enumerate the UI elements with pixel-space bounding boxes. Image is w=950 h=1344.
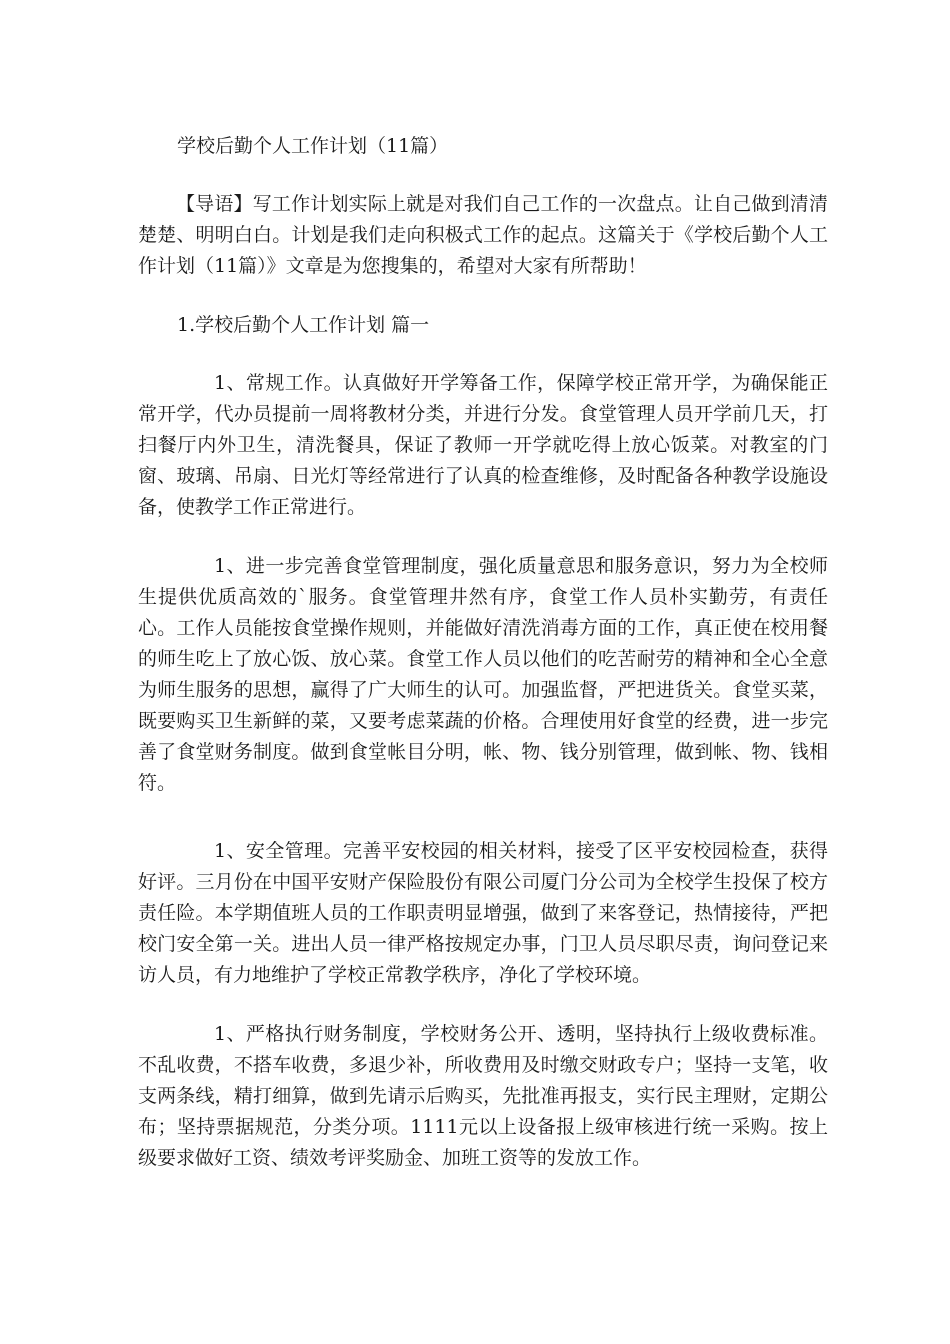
document-title: 学校后勤个人工作计划（11篇）	[177, 135, 449, 157]
intro-paragraph: 【导语】写工作计划实际上就是对我们自己工作的一次盘点。让自己做到清清楚楚、明明白白。计划是我们走向积极式工作的起点。这篇关于《学校后勤个人工作计划（11篇）》文章是为您搜集的，希望对大家有所帮助！	[138, 193, 828, 277]
body-paragraph-routine-work: 1、常规工作。认真做好开学筹备工作，保障学校正常开学，为确保能正常开学，代办员提前一周将教材分类，并进行分发。食堂管理人员开学前几天，打扫餐厅内外卫生，清洗餐具，保证了教师一开学就吃得上放心饭菜。对教室的门窗、玻璃、吊扇、日光灯等经常进行了认真的检查维修，及时配备各种教学设施设备，使教学工作正常进行。	[138, 372, 828, 518]
section-heading: 1.学校后勤个人工作计划 篇一	[177, 314, 430, 336]
body-paragraph-finance: 1、严格执行财务制度，学校财务公开、透明，坚持执行上级收费标准。不乱收费，不搭车收费，多退少补，所收费用及时缴交财政专户；坚持一支笔，收支两条线，精打细算，做到先请示后购买，先批准再报支，实行民主理财，定期公布；坚持票据规范，分类分项。1111元以上设备报上级审核进行统一采购。按上级要求做好工资、绩效考评奖励金、加班工资等的发放工作。	[138, 1023, 828, 1169]
body-paragraph-safety-management: 1、安全管理。完善平安校园的相关材料，接受了区平安校园检查，获得好评。三月份在中国平安财产保险股份有限公司厦门分公司为全校学生投保了校方责任险。本学期值班人员的工作职责明显增强，做到了来客登记，热情接待，严把校门安全第一关。进出人员一律严格按规定办事，门卫人员尽职尽责，询问登记来访人员，有力地维护了学校正常教学秩序，净化了学校环境。	[138, 840, 828, 986]
body-paragraph-canteen-management: 1、进一步完善食堂管理制度，强化质量意思和服务意识，努力为全校师生提供优质高效的`服务。食堂管理井然有序，食堂工作人员朴实勤劳，有责任心。工作人员能按食堂操作规则，并能做好清洗消毒方面的工作，真正使在校用餐的师生吃上了放心饭、放心菜。食堂工作人员以他们的吃苦耐劳的精神和全心全意为师生服务的思想，赢得了广大师生的认可。加强监督，严把进货关。食堂买菜，既要购买卫生新鲜的菜，又要考虑菜蔬的价格。合理使用好食堂的经费，进一步完善了食堂财务制度。做到食堂帐目分明，帐、物、钱分别管理，做到帐、物、钱相符。	[138, 555, 828, 794]
